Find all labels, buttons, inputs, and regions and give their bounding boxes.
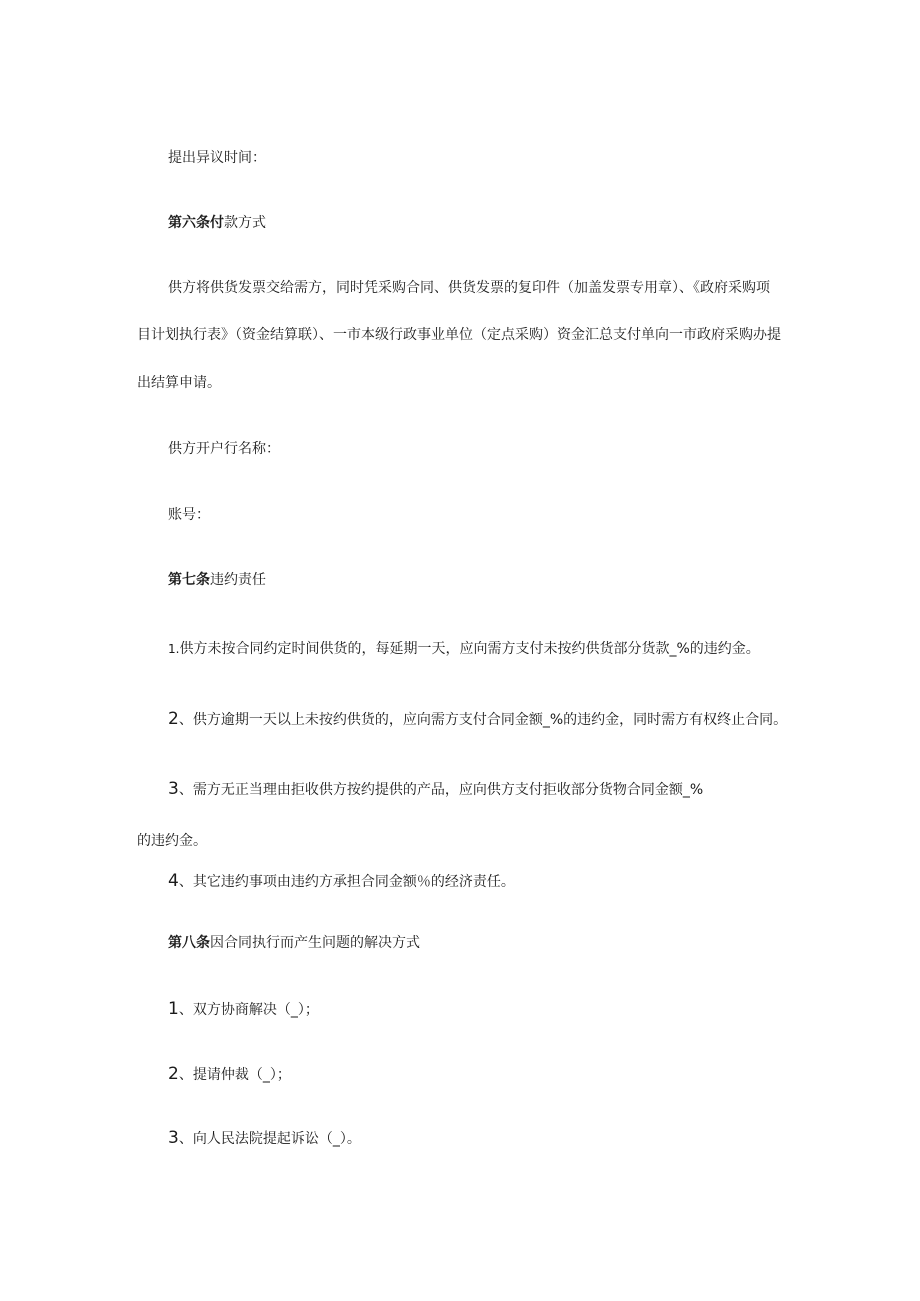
article-6-title: 款方式	[224, 215, 266, 231]
resolution-item-1-number: 1	[168, 999, 179, 1019]
liability-item-4-number: 4	[168, 871, 179, 891]
article-7-title: 违约责任	[210, 572, 266, 588]
resolution-item-3-number: 3	[168, 1128, 179, 1148]
payment-paragraph-line-2: 目计划执行表》（资金结算联）、一市本级行政事业单位（定点采购）资金汇总支付单向一市政府采购办提	[137, 327, 781, 343]
article-7-number: 第七条	[168, 572, 210, 588]
liability-item-1-text: 供方未按合同约定时间供货的，每延期一天，应向需方支付未按约供货部分货款_%的违约金。	[179, 641, 760, 657]
liability-item-2	[168, 709, 787, 730]
resolution-item-3	[168, 1128, 361, 1149]
resolution-item-3-text: 、向人民法院提起诉讼（_）。	[178, 1131, 361, 1147]
liability-item-2-number: 2	[168, 709, 179, 729]
payment-paragraph-line-3: 出结算申请。	[137, 375, 221, 391]
liability-item-3-text: 、需方无正当理由拒收供方按约提供的产品，应向供方支付拒收部分货物合同金额_%	[178, 782, 704, 798]
liability-item-1	[168, 639, 760, 659]
liability-item-3-number: 3	[168, 779, 179, 799]
article-6-heading	[168, 213, 266, 233]
resolution-item-2	[168, 1064, 291, 1085]
liability-item-1-number: 1.	[168, 642, 180, 656]
article-7-heading	[168, 570, 266, 590]
resolution-item-1-text: 、双方协商解决（_）；	[178, 1002, 319, 1018]
article-6-number: 第六条付	[168, 215, 224, 231]
resolution-item-2-number: 2	[168, 1064, 179, 1084]
payment-paragraph-line-1: 供方将供货发票交给需方，同时凭采购合同、供货发票的复印件（加盖发票专用章）、《政府采购项	[168, 280, 770, 296]
liability-item-3	[168, 779, 703, 800]
liability-item-3-continuation: 的违约金。	[137, 833, 207, 849]
article-8-number: 第八条	[168, 935, 210, 951]
objection-time-line: 提出异议时间：	[168, 150, 266, 166]
account-line: 账号：	[168, 507, 210, 523]
article-8-title: 因合同执行而产生问题的解决方式	[210, 935, 420, 951]
resolution-item-2-text: 、提请仲裁（_）；	[178, 1067, 291, 1083]
liability-item-4-text: 、其它违约事项由违约方承担合同金额％的经济责任。	[178, 874, 515, 890]
liability-item-2-text: 、供方逾期一天以上未按约供货的，应向需方支付合同金额_%的违约金，同时需方有权终止合同。	[178, 712, 788, 728]
article-8-heading	[168, 933, 420, 953]
resolution-item-1	[168, 999, 319, 1020]
liability-item-4	[168, 871, 515, 892]
bank-name-line: 供方开户行名称：	[168, 441, 280, 457]
